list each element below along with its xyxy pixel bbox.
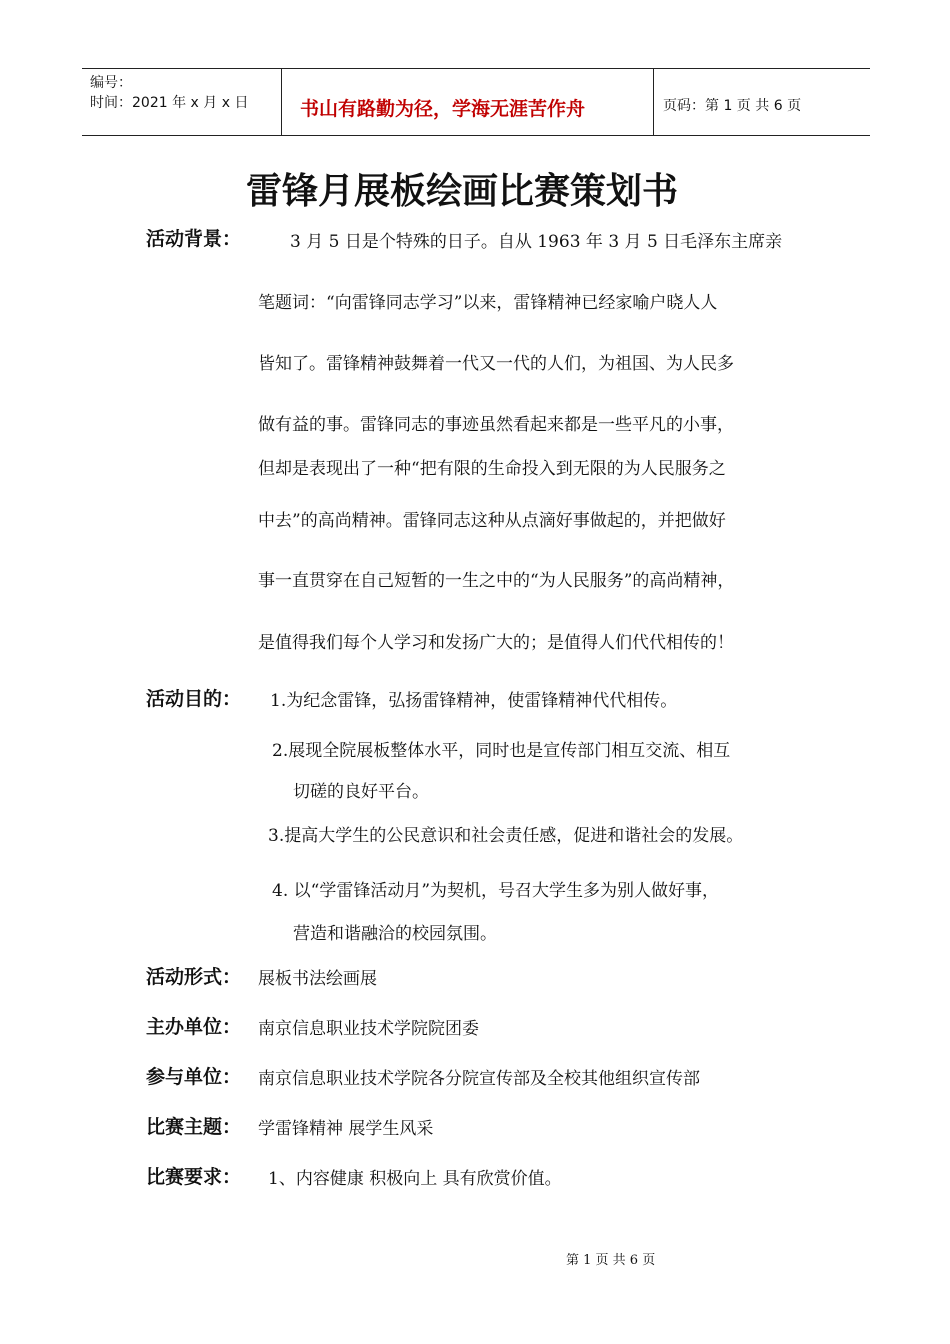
purpose-item-1: 1.为纪念雷锋，弘扬雷锋精神，使雷锋精神代代相传。 [270, 691, 678, 711]
theme-label: 比赛主题： [146, 1116, 242, 1138]
header-serial-label: 编号： [90, 75, 132, 91]
purpose-item-3: 3.提高大学生的公民意识和社会责任感，促进和谐社会的发展。 [268, 826, 744, 846]
header-divider-right [653, 68, 654, 136]
document-title: 雷锋月展板绘画比赛策划书 [246, 171, 679, 212]
requirements-value: 1、内容健康 积极向上 具有欣赏价值。 [268, 1169, 562, 1189]
header-page-info: 页码：第 1 页 共 6 页 [663, 98, 802, 114]
header-motto: 书山有路勤为径，学海无涯苦作舟 [300, 98, 586, 120]
background-line-5: 但却是表现出了一种“把有限的生命投入到无限的为人民服务之 [258, 459, 726, 479]
background-line-3: 皆知了。雷锋精神鼓舞着一代又一代的人们，为祖国、为人民多 [258, 354, 734, 374]
purpose-item-2-cont: 切磋的良好平台。 [293, 782, 429, 802]
background-line-7: 事一直贯穿在自己短暂的一生之中的“为人民服务”的高尚精神， [258, 571, 735, 591]
participants-value: 南京信息职业技术学院各分院宣传部及全校其他组织宣传部 [258, 1069, 700, 1089]
purpose-item-4-cont: 营造和谐融洽的校园氛围。 [293, 924, 497, 944]
header-top-rule [82, 68, 870, 69]
purpose-item-4: 4. 以“学雷锋活动月”为契机，号召大学生多为别人做好事， [272, 881, 720, 901]
background-line-1: 3 月 5 日是个特殊的日子。自从 1963 年 3 月 5 日毛泽东主席亲 [290, 232, 783, 252]
form-value: 展板书法绘画展 [258, 969, 377, 989]
requirements-label: 比赛要求： [146, 1166, 242, 1188]
participants-label: 参与单位： [146, 1066, 242, 1088]
theme-value: 学雷锋精神 展学生风采 [258, 1119, 434, 1139]
background-line-2: 笔题词：“向雷锋同志学习”以来，雷锋精神已经家喻户晓人人 [258, 293, 718, 313]
organizer-value: 南京信息职业技术学院院团委 [258, 1019, 479, 1039]
purpose-label: 活动目的： [146, 688, 242, 710]
form-label: 活动形式： [146, 966, 242, 988]
background-line-4: 做有益的事。雷锋同志的事迹虽然看起来都是一些平凡的小事， [258, 415, 734, 435]
purpose-item-2: 2.展现全院展板整体水平，同时也是宣传部门相互交流、相互 [272, 741, 731, 761]
background-line-6: 中去”的高尚精神。雷锋同志这种从点滴好事做起的，并把做好 [258, 511, 726, 531]
background-line-8: 是值得我们每个人学习和发扬广大的；是值得人们代代相传的！ [258, 633, 734, 653]
page-footer: 第 1 页 共 6 页 [566, 1253, 656, 1268]
header-time-label: 时间：2021 年 x 月 x 日 [90, 95, 249, 111]
header-bottom-rule [82, 135, 870, 136]
organizer-label: 主办单位： [146, 1016, 242, 1038]
header-divider-left [281, 68, 282, 136]
background-label: 活动背景： [146, 228, 242, 250]
